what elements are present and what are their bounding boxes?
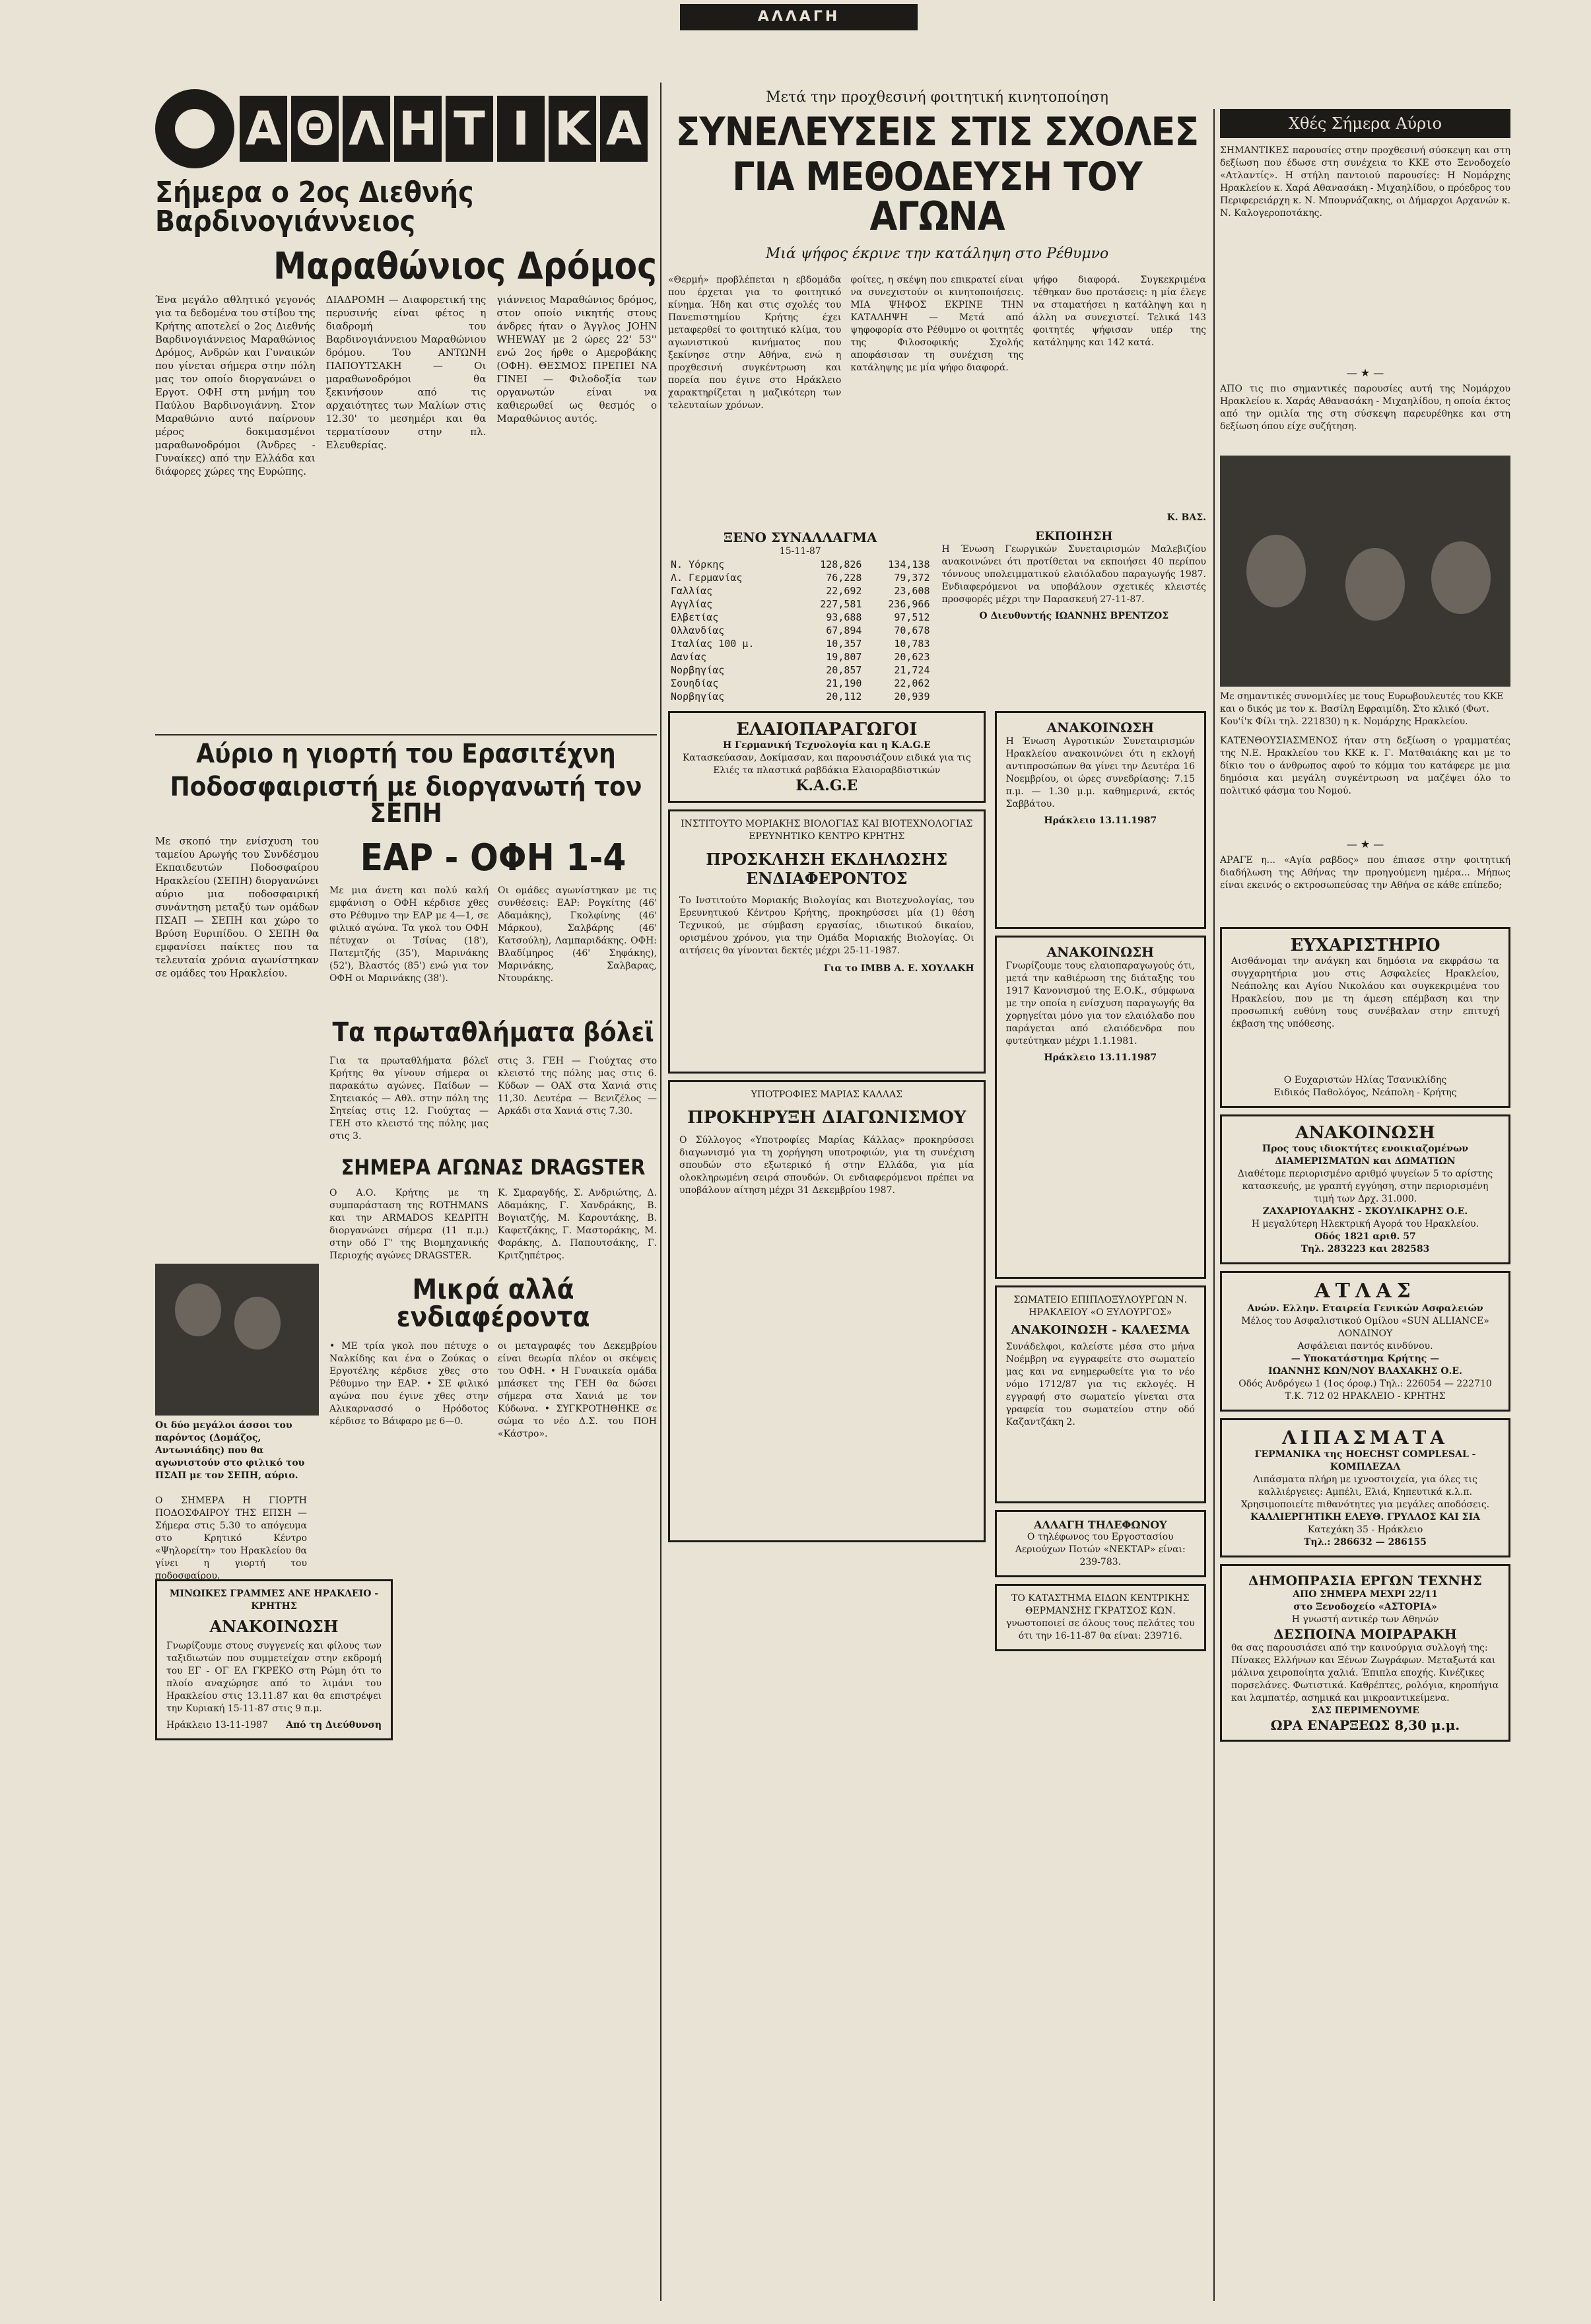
notice-title: ΑΝΑΚΟΙΝΩΣΗ: [1046, 720, 1155, 735]
photo-figure: [1345, 548, 1405, 621]
fx-currency: Νορβηγίας: [671, 691, 725, 702]
banner-letter: Κ: [549, 96, 596, 162]
art-auction-ad: [1220, 1564, 1510, 1742]
institute-notice: [668, 809, 986, 1074]
fx-row: [668, 584, 933, 598]
ad-address: Οδός Ανδρόγεω 1 (1ος όροφ.) Τηλ.: 226054 — 222710: [1238, 1379, 1492, 1389]
atlas-ad: [1220, 1271, 1510, 1412]
article-column: [329, 835, 657, 1495]
ad-text: ΑΠΟ ΣΗΜΕΡΑ ΜΕΧΡΙ 22/11: [1293, 1589, 1438, 1600]
article-headline: Τα πρωταθλήματα βόλεϊ: [332, 1017, 654, 1048]
sports-banner: [155, 86, 657, 172]
notice-signature: Ο Ευχαριστών Ηλίας Τσανικλίδης: [1283, 1075, 1447, 1085]
fx-currency: Ιταλίας 100 μ.: [671, 638, 755, 650]
ad-company: ΙΩΑΝΝΗΣ ΚΩΝ/ΝΟΥ ΒΛΑΧΑΚΗΣ Ο.Ε.: [1268, 1366, 1462, 1377]
fx-buy: 227,581: [820, 598, 862, 610]
ad-text: Λιπάσματα πλήρη με ιχνοστοιχεία, για όλες τις καλλιέργειες: Αμπέλι, Ελιά, Κηπευτικά κ.λ.π. Χρησιμοποιείτε πιθανότητες για μεγάλες αποδόσεις.: [1240, 1474, 1490, 1510]
fx-currency: Αγγλίας: [671, 598, 713, 610]
ad-text: Μέλος του Ασφαλιστικού Ομίλου «SUN ALLIANCE» ΛΟΝΔΙΝΟΥ: [1241, 1316, 1489, 1339]
exchange-rates: [668, 530, 933, 703]
fx-sell: 23,608: [894, 585, 930, 597]
notice-text: Η Ένωση Γεωργικών Συνεταιρισμών Μαλεβιζίου ανακοινώνει ότι προτίθεται να εκποιήσει 40 περίπου τόννους υπολειμματικού ελαιόλαδου παραγωγής 1987. Ενδιαφερόμενοι να υποβάλουν σχετικές κλειστές προσφορές μέχρι την Παρασκευή 27-11-87.: [941, 544, 1206, 605]
ad-text: ΣΑΣ ΠΕΡΙΜΕΝΟΥΜΕ: [1311, 1705, 1419, 1716]
separator-star: — ★ —: [1346, 366, 1384, 379]
ad-address: Οδός 1821 αριθ. 57: [1314, 1231, 1416, 1242]
fx-buy: 67,894: [826, 625, 862, 636]
column-rule: [1213, 109, 1215, 2301]
fx-sell: 97,512: [894, 611, 930, 623]
phone-change-notice: [995, 1510, 1206, 1577]
fridge-ad: [1220, 1114, 1510, 1264]
football-players-photo: [155, 1264, 319, 1416]
football-icon: [155, 89, 234, 168]
fx-sell: 79,372: [894, 572, 930, 584]
fx-currency: Δανίας: [671, 651, 707, 663]
ad-text: Διαθέτομε περιορισμένο αριθμό ψυγείων 5 το αρίστης κατασκευής, με γραπτή εγγύηση, στην περιορισμένη τιμή των Δρχ. 31.000.: [1237, 1169, 1493, 1204]
fx-row: [668, 637, 933, 650]
ad-text: — Υποκατάστημα Κρήτης —: [1291, 1353, 1440, 1364]
notice-heading: ΙΝΣΤΙΤΟΥΤΟ ΜΟΡΙΑΚΗΣ ΒΙΟΛΟΓΙΑΣ ΚΑΙ ΒΙΟΤΕΧΝΟΛΟΓΙΑΣ ΕΡΕΥΝΗΤΙΚΟ ΚΕΝΤΡΟ ΚΡΗΤΗΣ: [681, 819, 973, 842]
article-text: οι μεταγραφές του Δεκεμβρίου είναι θεωρία πλέον οι σκέψεις του ΟΦΗ. • Η Γυναικεία ομάδα μπάσκετ της ΓΕΗ θα δώσει σήμερα στα Χανιά με τον Κύδωνα. • ΣΥΓΚΡΟΤΗΘΗΚΕ σε σώμα το νέο Δ.Σ. του ΠΟΗ «Κάστρο».: [498, 1341, 657, 1439]
ad-text: Ασφάλειαι παντός κινδύνου.: [1297, 1341, 1433, 1351]
notice-heading: ΜΙΝΩΙΚΕΣ ΓΡΑΜΜΕΣ ΑΝΕ ΗΡΑΚΛΕΙΟ - ΚΡΗΤΗΣ: [169, 1589, 379, 1612]
article-headline: ΕΑΡ - ΟΦΗ 1-4: [360, 837, 626, 879]
fx-buy: 76,228: [826, 572, 862, 584]
banner-letter: Α: [240, 96, 287, 162]
fx-row: [668, 571, 933, 584]
notice-text: Συνάδελφοι, καλείστε μέσα στο μήνα Νοέμβρη να εγγραφείτε στο σωματείο μας και να ενημερωθείτε για το νέο νόμο 1712/87 για τις εκλογές. Η εγγραφή στο σωματείο γίνεται στα γραφεία του σωματείου στην οδό Καζαντζάκη 2.: [1005, 1342, 1195, 1427]
article-headline: Αύριο η γιορτή του Ερασιτέχνη: [196, 739, 616, 769]
fx-buy: 10,357: [826, 638, 862, 650]
notice-text: Γνωρίζουμε τους ελαιοπαραγωγούς ότι, μετά την καθιέρωση της διάταξης του 1917 Κανονισμού της Ε.Ο.Κ., σύμφωνα με την οποία η ενίσχυση παραγωγής θα χορηγείται μόνο για τον ελαιόλαδο που παράγεται από ελαιόδενδρα που φυτεύτηκαν μέχρι 1.1.1981.: [1005, 961, 1195, 1046]
article-columns: [329, 1340, 657, 1459]
article-kicker: Μετά την προχθεσινή φοιτητική κινητοποίηση: [766, 89, 1108, 106]
photo-figure: [1246, 535, 1306, 607]
olive-ad: [668, 711, 986, 803]
photo-caption: Οι δύο μεγάλοι άσσοι του παρόντος (Δομάζος, Αντωνιάδης) που θα αγωνιστούν στο φιλικό του ΠΣΑΠ με τον ΣΕΠΗ, αύριο.: [155, 1420, 305, 1481]
union-notice: [995, 936, 1206, 1279]
article-text: ΑΠΟ τις πιο σημαντικές παρουσίες αυτή της Νομάρχου Ηρακλείου κ. Χαράς Αθανασάκη - Μιχαηλίδου, η οποία έκτος από την ομιλία της στη σύσκεψη παρευρέθηκε και στη δεξίωση όπου είχε συζήτηση.: [1220, 384, 1510, 432]
sports-section: [155, 86, 657, 2298]
ad-text: Ανών. Ελλην. Εταιρεία Γενικών Ασφαλειών: [1247, 1303, 1483, 1314]
fx-currency: Ολλανδίας: [671, 625, 725, 636]
ad-company: ΖΑΧΑΡΙΟΥΔΑΚΗΣ - ΣΚΟΥΛΙΚΑΡΗΣ Ο.Ε.: [1262, 1206, 1468, 1217]
ads-column: [995, 711, 1206, 1651]
section-tab: Χθές Σήμερα Αύριο: [1220, 109, 1510, 138]
ad-name: ΔΕΣΠΟΙΝΑ ΜΟΙΡΑΡΑΚΗ: [1273, 1626, 1457, 1642]
article-text: ψήφο διαφορά. Συγκεκριμένα τέθηκαν δυο προτάσεις: η μία έλεγε να σταματήσει η κατάληψη και η άλλη να συνεχιστεί. Τελικά 143 φοιτητές ψήφισαν υπέρ της κατάληψης και 142 κατά.: [1032, 275, 1206, 348]
fx-sell: 21,724: [894, 664, 930, 676]
article-text: Για τα πρωταθλήματα βόλεϊ Κρήτης θα γίνουν σήμερα οι παρακάτω αγώνες. Παίδων — Σητειακός — Αθλ. στην πόλη της Σητείας στις 12. Γιούχτας — ΓΕΗ στο κλειστό της πόλης μας στις 3.: [329, 1056, 489, 1142]
article-text: Κ. Σμαραγδής, Σ. Ανδριώτης, Δ. Αδαμάκης, Γ. Χανδράκης, Β. Βογιατζής, Μ. Καρουτάκης, Β. Καφετζάκης, Γ. Μαστοράκης, Μ. Φαράκης, Δ. Παπουτσάκης, Γ. Κριτζηπέτρος.: [498, 1188, 657, 1261]
article-columns: [329, 1187, 657, 1266]
fx-sell: 70,678: [894, 625, 930, 636]
article-text: ΔΙΑΔΡΟΜΗ — Διαφορετική της περυσινής είναι φέτος η διαδρομή του Βαρδινογιάννειου Μαραθώνιου δρόμου. Του ΑΝΤΩΝΗ ΠΑΠΟΥΤΣΑΚΗ — Οι μαραθωνοδρόμοι θα ξεκινήσουν από τις αρχαιότητες των Μαλίων στις 12.30' το μεσημέρι και θα τερματίσουν στην πλ. Ελευθερίας.: [325, 294, 487, 451]
notice-title: ΑΝΑΚΟΙΝΩΣΗ - ΚΑΛΕΣΜΑ: [1011, 1323, 1190, 1337]
notice-title: ΠΡΟΚΗΡΥΞΗ ΔΙΑΓΩΝΙΣΜΟΥ: [687, 1108, 966, 1128]
fx-row: [668, 558, 933, 571]
ad-title: ΛΙΠΑΣΜΑΤΑ: [1281, 1427, 1449, 1449]
fx-currency: Σουηδίας: [671, 677, 719, 689]
notice-date: Ηράκλειο 13.11.1987: [1044, 1052, 1157, 1063]
notice-heading: ΣΩΜΑΤΕΙΟ ΕΠΙΠΛΟΞΥΛΟΥΡΓΩΝ Ν. ΗΡΑΚΛΕΙΟΥ «Ο ΞΥΛΟΥΡΓΟΣ»: [1013, 1295, 1188, 1318]
fx-row: [668, 624, 933, 637]
article-columns: [329, 885, 657, 1010]
notice-signature: Για το ΙΜΒΒ Α. Ε. ΧΟΥΛΑΚΗ: [823, 963, 974, 974]
auction-notice: [942, 530, 1207, 703]
ad-hours: ΩΡΑ ΕΝΑΡΞΕΩΣ 8,30 μ.μ.: [1270, 1717, 1460, 1733]
photo-figure: [1431, 541, 1491, 614]
ads-row: [668, 711, 1206, 1651]
notice-text: Το Ινστιτούτο Μοριακής Βιολογίας και Βιοτεχνολογίας, του Ερευνητικού Κέντρου Κρήτης, προκηρύσσει μία (1) θέση Τεχνικού, με σύμβαση εργασίας, ιδιωτικού δικαίου, ορισμένου χρόνου, για την Ομάδα Μοριακής Βιολογίας. Οι αιτήσεις θα γίνονται δεκτές μέχρι 25-11-1987.: [679, 895, 974, 956]
fx-buy: 19,807: [826, 651, 862, 663]
fx-sell: 10,783: [894, 638, 930, 650]
notice-box: [155, 1579, 393, 1740]
article-text: ΑΡΑΓΕ η... «Αγία ραβδος» που έπιασε στην φοιτητική διαδήλωση της Αθήνας την προηγούμενη ημέρα... Μήπως είναι εκεινός ο εκτροσωπεύσας την Αθήνα σε κάθε επίπεδο;: [1220, 855, 1510, 891]
article-columns: [155, 835, 657, 1495]
banner-letters: [240, 96, 648, 162]
separator-star: — ★ —: [1346, 838, 1384, 850]
notice-title: ΑΝΑΚΟΙΝΩΣΗ: [1046, 944, 1155, 960]
ad-title: ΕΛΑΙΟΠΑΡΑΓΩΓΟΙ: [736, 720, 918, 739]
article-text: • ΜΕ τρία γκολ που πέτυχε ο Ναλκίδης και ένα ο Ζούκας ο Εργοτέλης κέρδισε χθες στο Ρέθυμνο την ΕΑΡ. • ΣΕ φιλικό αγώνα που έγινε χθες στην Αλικαρνασσό ο Ηρόδοτος κέρδισε το Βάιφαρο με 6—0.: [329, 1341, 489, 1427]
article-headline: Μαραθώνιος Δρόμος: [273, 245, 657, 288]
fx-row: [668, 677, 933, 690]
article-text: Ο ΣΗΜΕΡΑ Η ΓΙΟΡΤΗ ΠΟΔΟΣΦΑΙΡΟΥ ΤΗΣ ΕΠΣΗ — Σήμερα στις 5.30 το απόγευμα στο Κρητικό Κέντρο «Ψηλορείτη» του Ηρακλείου θα γίνει η γιορτή του ποδοσφαίρου.: [155, 1495, 307, 1581]
fx-buy: 20,857: [826, 664, 862, 676]
notice-title: ΑΝΑΚΟΙΝΩΣΗ: [209, 1617, 339, 1636]
article-text: φοίτες, η σκέψη που επικρατεί είναι να συνεχιστούν οι κινητοποιήσεις. ΜΙΑ ΨΗΦΟΣ ΕΚΡΙΝΕ ΤΗΝ ΚΑΤΑΛΗΨΗ — Μετά από ψηφοφορία στο Ρέθυμνο οι φοιτητές της Φιλοσοφικής Σχολής αποφάσισαν τη συνέχιση της κατάληψης με μία ψήφο διαφορά.: [850, 275, 1024, 373]
article-text: «Θερμή» προβλέπεται η εβδομάδα που έρχεται για το φοιτητικό κίνημα. Ήδη και στις σχολές του Πανεπιστημίου Κρήτης έχει μεταφερθεί το φοιτητικό κλίμα, του αγωνιστικού κινήματος που ξεκίνησε στην Αθήνα, ενώ η προχθεσινή συγκέντρωση και πορεία που έγινε στο Ηράκλειο χαρακτηρίζεται η μαζικότερη των τελευταίων χρόνων.: [668, 275, 842, 411]
article-text: στις 3. ΓΕΗ — Γιούχτας στο κλειστό της πόλης μας στις 6. Κύδων — ΟΑΧ στα Χανιά στις 11,30. Δευτέρα — Βενιζέλος — Αρκάδι στα Χανιά στις 7.30.: [498, 1056, 657, 1116]
fx-and-auction-row: [668, 530, 1206, 703]
notice-title: ΠΡΟΣΚΛΗΣΗ ΕΚΔΗΛΩΣΗΣ ΕΝΔΙΑΦΕΡΟΝΤΟΣ: [706, 850, 948, 888]
column-right: [1220, 109, 1510, 2301]
exchange-rates-table: [668, 558, 933, 703]
ad-title: ΔΗΜΟΠΡΑΣΙΑ ΕΡΓΩΝ ΤΕΧΝΗΣ: [1248, 1573, 1482, 1589]
ad-text: ΓΕΡΜΑΝΙΚΑ της HOECHST COMPLESAL - ΚΟΜΠΛΕΖΑΛ: [1254, 1449, 1476, 1472]
article-text: ΚΑΤΕΝΘΟΥΣΙΑΣΜΕΝΟΣ ήταν στη δεξίωση ο γραμματέας της Ν.Ε. Ηρακλείου του ΚΚΕ κ. Γ. Ματθαιάκης και με το δίκιο του ο άνθρωπος αφού το κόμμα του κατάφερε με μια δημόσια και μεγάλη συγκέντρωση να μαζέψει όλο το πολιτικό φάσμα του Νομού.: [1220, 735, 1510, 796]
ad-address: Τ.Κ. 712 02 ΗΡΑΚΛΕΙΟ - ΚΡΗΤΗΣ: [1285, 1391, 1446, 1402]
ad-text: στο Ξενοδοχείο «ΑΣΤΟΡΙΑ»: [1293, 1602, 1437, 1612]
article-column: [155, 835, 319, 1495]
article-headline: ΣΗΜΕΡΑ ΑΓΩΝΑΣ DRAGSTER: [341, 1155, 646, 1180]
article-columns: [329, 1055, 657, 1147]
fertilizer-ad: [1220, 1418, 1510, 1557]
fx-sell: 20,939: [894, 691, 930, 702]
carpenters-notice: [995, 1285, 1206, 1503]
notice-text: Η Ένωση Αγροτικών Συνεταιρισμών Ηρακλείου ανακοινώνει ότι η εκλογή αντιπροσώπων θα γίνει την Δευτέρα 16 Νοεμβρίου, οι ώρες συνεδρίασης: 7.15 π.μ. — 1.30 μ.μ. καθημερινά, εκτός Σαββάτου.: [1005, 736, 1195, 809]
article-text: γιάννειος Μαραθώνιος δρόμος, στον οποίο νικητής στους άνδρες ήταν ο Άγγλος JOHN WHEWAY με 2 ώρες 22' 53'' ενώ 2ος ήρθε ο Αμεροβάκης (ΟΦΗ). ΘΕΣΜΟΣ ΠΡΕΠΕΙ ΝΑ ΓΙΝΕΙ — Φιλοδοξία των οργανωτών είναι να καθιερωθεί ως θεσμός ο Μαραθώνιος αυτός.: [496, 294, 658, 425]
fx-sell: 134,138: [888, 559, 930, 570]
scholarship-notice: [668, 1080, 986, 1542]
notice-text: Αισθάνομαι την ανάγκη και δημόσια να εκφράσω τα συγχαρητήρια μου στις Ασφαλείες Ηρακλείου, Νεάπολης και Αγίου Νικολάου και συγκεκριμένα του Ηρακλείου, που με τη άμεση επέμβαση και την προσωπική ευθύνη τους συνέβαλαν στην επιτυχή έκβαση της υπόθεσης.: [1231, 956, 1499, 1029]
article-text: Οι ομάδες αγωνίστηκαν με τις συνθέσεις: ΕΑΡ: Ρογκίτης (46' Αδαμάκης), Γκολφίνης (46' Μάρκου), Σαλβάρης (46' Κατσούλη), Λαμπαριδάκης. ΟΦΗ: Βλαδίμηρος (46' Σηφάκης), Μαρινάκης, Σαλβαρας, Ντουράκης.: [498, 885, 657, 984]
fx-row: [668, 664, 933, 677]
ad-text: θα σας παρουσιάσει από την καινούργια συλλογή της: Πίνακες Ελλήνων και Ξένων Ζωγράφων. Μεταξωτά και μάλινα χειροποίητα χαλιά. Έπιπλα εποχής. Κινέζικες πορσελάνες. Φωτιστικά. Καθρέπτες, ρολόγια, κηροπήγια και λαμπατέρ, ασημικά και μικροαντικείμενα.: [1231, 1643, 1499, 1703]
ad-title: ΑΤΛΑΣ: [1314, 1280, 1416, 1303]
fx-currency: Λ. Γερμανίας: [671, 572, 743, 584]
fx-row: [668, 598, 933, 611]
article-text: Με σκοπό την ενίσχυση του ταμείου Αρωγής του Συνδέσμου Εκπαιδευτών Ποδοσφαίρου Ηρακλείου (ΣΕΠΗ) διοργανώνει αύριο μια ποδοσφαιρική συνάντηση μεταξύ των ομάδων ΠΣΑΠ — ΣΕΠΗ και χώρο το Βρύση Ευριπίδου. Ο ΣΕΠΗ θα εμφανίσει παίκτες που τα τελευταία χρόνια αγωνίστηκαν σε ομάδες του Ηρακλείου.: [155, 835, 319, 979]
banner-letter: Τ: [446, 96, 493, 162]
article-headline: Σήμερα ο 2ος Διεθνής Βαρδινογιάννειος: [155, 176, 474, 238]
ad-text: Προς τους ιδιοκτήτες ενοικιαζομένων ΔΙΑΜΕΡΙΣΜΑΤΩΝ και ΔΩΜΑΤΙΩΝ: [1262, 1144, 1469, 1167]
fx-buy: 20,112: [826, 691, 862, 702]
notice-text: Ο τηλέφωνος του Εργοστασίου Αεριούχων Ποτών «ΝΕΚΤΑΡ» είναι: 239-783.: [1015, 1532, 1186, 1567]
fx-row: [668, 611, 933, 624]
fx-sell: 236,966: [888, 598, 930, 610]
news-section: [668, 89, 1206, 2301]
fx-row: [668, 650, 933, 664]
notice-date: Ηράκλειο 13-11-1987: [166, 1720, 268, 1730]
notice-footer: [166, 1719, 382, 1732]
banner-letter: Θ: [291, 96, 339, 162]
column-rule: [660, 83, 661, 2301]
notice-signature: Από τη Διεύθυνση: [286, 1720, 382, 1730]
ad-text: Η μεγαλύτερη Ηλεκτρική Αγορά του Ηρακλείου.: [1251, 1219, 1479, 1229]
notice-title: ΑΛΛΑΓΗ ΤΗΛΕΦΩΝΟΥ: [1034, 1519, 1167, 1531]
notice-title: ΕΥΧΑΡΙΣΤΗΡΙΟ: [1290, 936, 1440, 955]
ad-text: Η Γερμανική Τεχνολογία και η Κ.Α.G.E: [722, 740, 931, 751]
photo-figure: [234, 1297, 281, 1350]
photo-caption: Με σημαντικές συνομιλίες με τους Ευρωβουλευτές του ΚΚΕ και ο δικός με τον κ. Βασίλη Εφραιμίδη. Στο κλικό (Φωτ. Κου'ί'κ Φίλι τηλ. 221830) η κ. Νομάρχης Ηρακλείου.: [1220, 691, 1504, 727]
article-columns: [155, 293, 657, 729]
banner-letter: Α: [600, 96, 648, 162]
ad-title: ΑΝΑΚΟΙΝΩΣΗ: [1295, 1123, 1435, 1143]
article-text: Ο Α.Ο. Κρήτης με τη συμπαράσταση της ROTHMANS και την ARMADOS ΚΕΔΡΙΤΗ διοργανώνει σήμερα (11 π.μ.) στην οδό Γ' της Βιομηχανικής Περιοχής αγώνες DRAGSTER.: [329, 1188, 489, 1261]
fx-date: 15-11-87: [779, 546, 821, 557]
ad-text: Η γνωστή αντικέρ των Αθηνών: [1291, 1614, 1439, 1625]
notice-signature: Ειδικός Παθολόγος, Νεάπολη - Κρήτης: [1273, 1087, 1457, 1098]
fx-buy: 93,688: [826, 611, 862, 623]
fx-title: ΞΕΝΟ ΣΥΝΑΛΛΑΓΜΑ: [723, 530, 877, 545]
notice-text: Ο Σύλλογος «Υποτροφίες Μαρίας Κάλλας» προκηρύσσει διαγωνισμό για τη χορήγηση υποτροφιών, για τη συνέχιση σπουδών στο εξωτερικό ή στην Ελλάδα, για μία ολοκληρωμένη σειρά σπουδών. Οι ενδιαφερόμενοι πρέπει να υποβάλουν αίτηση μέχρι 31 Δεκεμβρίου 1987.: [679, 1135, 974, 1196]
article-headline: ΣΥΝΕΛΕΥΣΕΙΣ ΣΤΙΣ ΣΧΟΛΕΣ: [675, 109, 1199, 155]
fx-row: [668, 690, 933, 703]
fx-sell: 20,623: [894, 651, 930, 663]
article-text: Ένα μεγάλο αθλητικό γεγονός για τα δεδομένα του στίβου της Κρήτης αποτελεί ο 2ος Διεθνής Βαρδινογιάννειος Μαραθώνιος Δρόμος, Ανδρών και Γυναικών που γίνεται σήμερα στην πόλη μας τον οποίο διοργανώνει ο Εργοτ. ΟΦΗ στη μνήμη του Παύλου Βαρδινογιάννη. Στον Μαραθώνιο αυτό παίρνουν μέρος δοκιμασμένοι μαραθωνοδρόμοι (Άνδρες - Γυναίκες) από την Ελλάδα και διάφορες χώρες της Ευρώπης.: [155, 294, 316, 477]
article-headline: Ποδοσφαιριστή με διοργανωτή τον ΣΕΠΗ: [170, 772, 642, 829]
article-headline: Μικρά αλλά ενδιαφέροντα: [396, 1273, 590, 1333]
ad-brand: Κ.Α.G.E: [796, 777, 858, 794]
notice-date: Ηράκλειο 13.11.1987: [1044, 815, 1157, 826]
fx-buy: 21,190: [826, 677, 862, 689]
fx-buy: 128,826: [820, 559, 862, 570]
divider: [155, 734, 657, 735]
notice-text: Γνωρίζουμε στους συγγενείς και φίλους των ταξιδιωτών που συμμετείχαν στην εκδρομή του ΕΓ - ΟΓ ΕΛ ΓΚΡΕΚΟ στη Ρώμη ότι το πλοίο αναχώρησε από το λιμάνι του Ηρακλείου στις 13.11.87 και θα επιστρέψει την Κυριακή 15-11-87 στις 9 π.μ.: [166, 1641, 382, 1714]
fx-currency: Ελβετίας: [671, 611, 719, 623]
banner-letter: Ι: [497, 96, 545, 162]
meeting-photo: [1220, 456, 1510, 687]
shop-notice: ΤΟ ΚΑΤΑΣΤΗΜΑ ΕΙΔΩΝ ΚΕΝΤΡΙΚΗΣ ΘΕΡΜΑΝΣΗΣ ΓΚΡΑΤΣΟΣ ΚΩΝ. γνωστοποιεί σε όλους τους πελάτες του ότι την 16-11-87 θα είναι: 239716.: [995, 1584, 1206, 1651]
article-text: ΣΗΜΑΝΤΙΚΕΣ παρουσίες στην προχθεσινή σύσκεψη και στη δεξίωση που έδωσε στη συνέχεια το ΚΚΕ στο Ξενοδοχείο «Ατλαντίς». Η στήλη παντοιού παρουσίες: Η Νομάρχης Ηρακλείου κ. Χαρά Αθανασάκη - Μιχαηλίδου, ο πρόεδρος του Περιφερειάρχη κ. Ν. Μπουρνάζακης, οι Δήμαρχοι Αρχανών κ. Ν. Καλογεροποτάκης.: [1220, 145, 1510, 219]
thanks-notice: [1220, 927, 1510, 1108]
ads-column: [668, 711, 986, 1651]
ad-address: Κατεχάκη 35 - Ηράκλειο: [1307, 1524, 1423, 1535]
notice-signature: Ο Διευθυντής ΙΩΑΝΝΗΣ ΒΡΕΝΤΖΟΣ: [979, 611, 1169, 621]
banner-letter: Λ: [343, 96, 390, 162]
notice-title: ΕΚΠΟΙΗΣΗ: [1035, 530, 1113, 543]
notice-heading: ΥΠΟΤΡΟΦΙΕΣ ΜΑΡΙΑΣ ΚΑΛΛΑΣ: [751, 1089, 902, 1100]
banner-letter: Η: [394, 96, 442, 162]
masthead: ΑΛΛΑΓΗ: [680, 4, 918, 30]
ad-phone: Τηλ.: 286632 — 286155: [1304, 1537, 1427, 1548]
photo-figure: [175, 1283, 221, 1336]
ad-text: Κατασκεύασαν, Δοκίμασαν, και παρουσιάζουν ειδικά για τις Ελιές τα πλαστικά ραβδάκια Ελαιοραβδιστικών: [682, 753, 971, 776]
fx-currency: Ν. Υόρκης: [671, 559, 725, 570]
fx-buy: 22,692: [826, 585, 862, 597]
article-columns: [668, 274, 1206, 512]
union-notice: [995, 711, 1206, 929]
article-deck: Μιά ψήφος έκρινε την κατάληψη στο Ρέθυμνο: [765, 246, 1109, 262]
fx-sell: 22,062: [894, 677, 930, 689]
ad-company: ΚΑΛΛΙΕΡΓΗΤΙΚΗ ΕΛΕΥΘ. ΓΡΥΛΛΟΣ ΚΑΙ ΣΙΑ: [1250, 1512, 1480, 1522]
article-author: Κ. ΒΑΣ.: [1167, 512, 1206, 523]
fx-currency: Νορβηγίας: [671, 664, 725, 676]
fx-currency: Γαλλίας: [671, 585, 713, 597]
ad-phone: Τηλ. 283223 και 282583: [1301, 1244, 1430, 1254]
article-headline: ΓΙΑ ΜΕΘΟΔΕΥΣΗ ΤΟΥ ΑΓΩΝΑ: [732, 154, 1142, 240]
article-text: Με μια άνετη και πολύ καλή εμφάνιση ο ΟΦΗ κέρδισε χθες στο Ρέθυμνο την ΕΑΡ με 4—1, σε φιλικό αγώνα. Τα γκολ του ΟΦΗ πέτυχαν οι Τσίνας (18'), Πατεμτζής (35'), Μαρινάκης (52'), Βλαστός (85') ενώ για τον ΟΦΗ οι Μαρινάκης (38').: [329, 885, 489, 984]
